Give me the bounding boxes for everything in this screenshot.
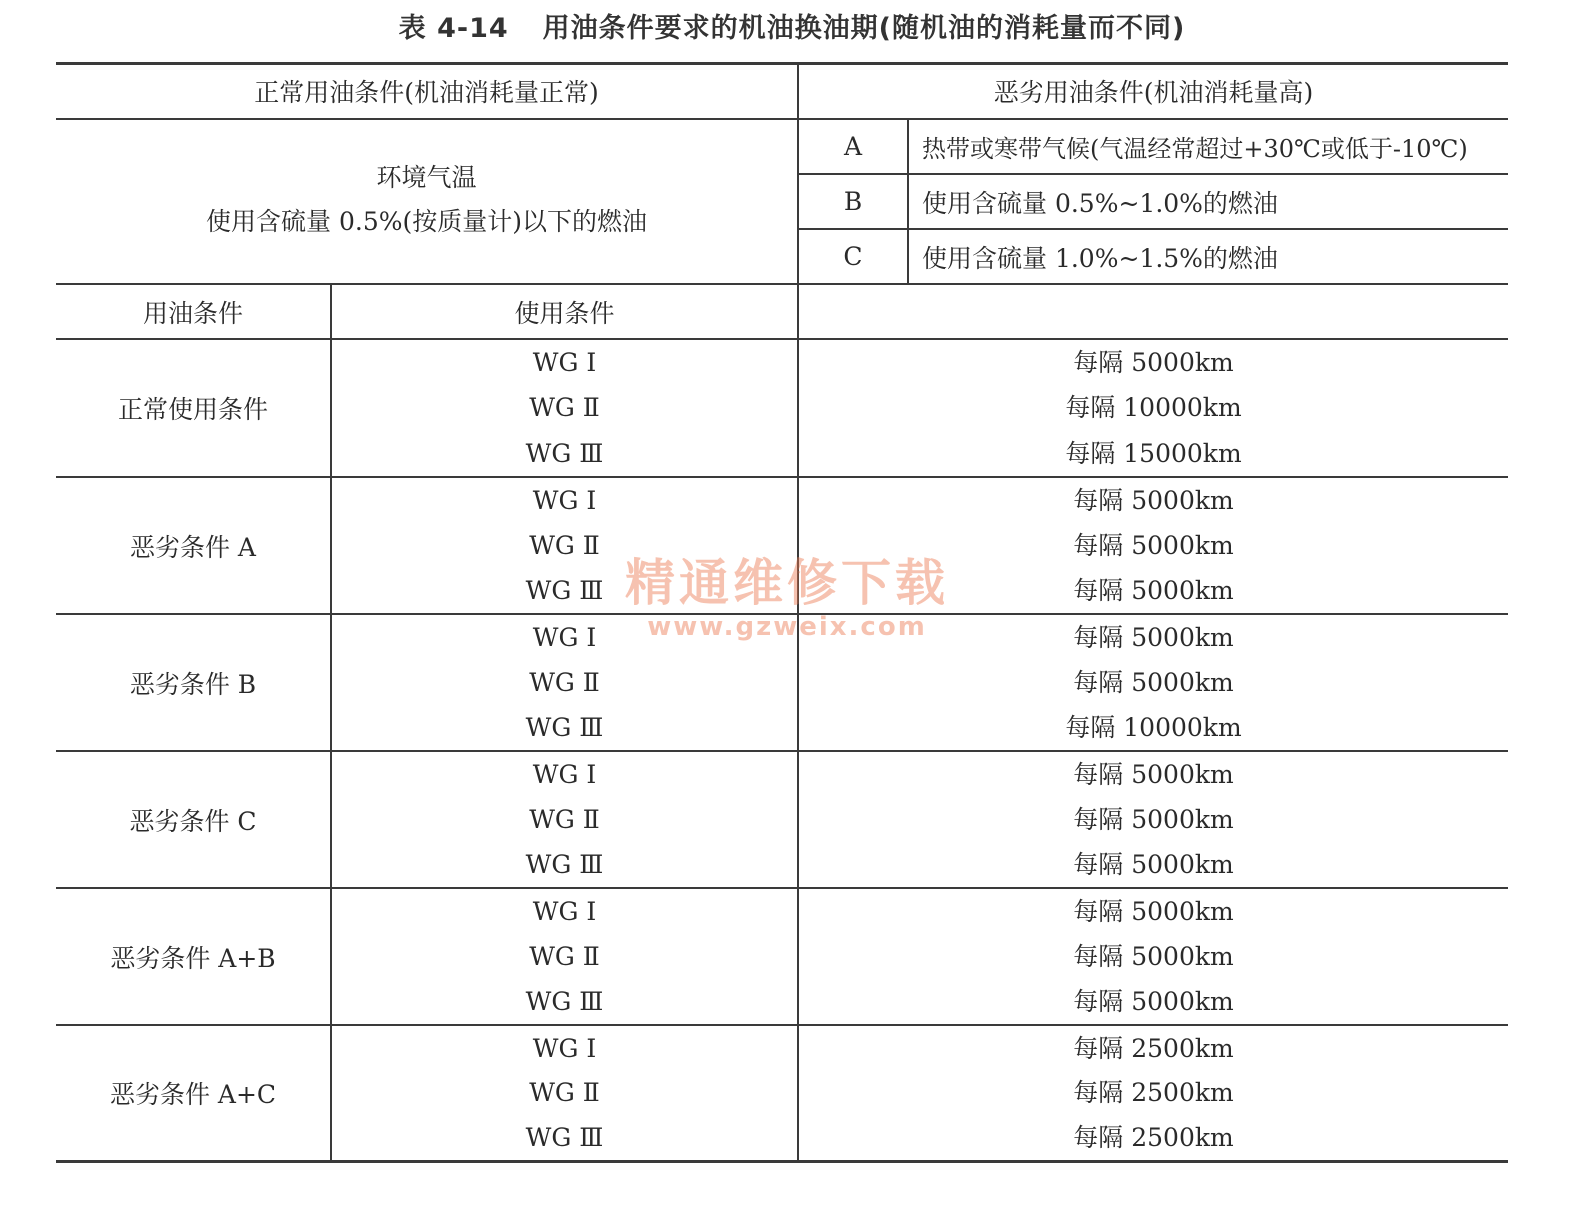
interval-cell: 每隔 5000km	[1073, 897, 1234, 926]
interval-cell: 每隔 5000km	[1073, 987, 1234, 1016]
severe-code-c: C	[843, 242, 863, 271]
grade-list	[332, 889, 797, 1024]
interval-cell: 每隔 5000km	[1073, 805, 1234, 834]
interval-cell: 每隔 10000km	[1065, 393, 1242, 423]
severe-desc-b: 使用含硫量 0.5%~1.0%的燃油	[922, 188, 1278, 218]
grade-cell: WG Ⅱ	[529, 531, 600, 560]
header-normal: 正常用油条件(机油消耗量正常)	[254, 78, 599, 107]
normal-desc-fuel: 使用含硫量 0.5%(按质量计)以下的燃油	[206, 207, 647, 236]
grade-cell: WG Ⅱ	[529, 393, 600, 423]
interval-cell: 每隔 2500km	[1073, 1123, 1234, 1153]
interval-cell: 每隔 5000km	[1073, 531, 1234, 560]
interval-list	[799, 752, 1508, 887]
interval-cell: 每隔 5000km	[1073, 623, 1234, 652]
table-number: 表 4-14	[398, 13, 509, 44]
severe-code-b: B	[843, 187, 863, 216]
grade-list	[332, 615, 797, 750]
interval-cell: 每隔 5000km	[1073, 850, 1234, 879]
group-label: 恶劣条件 B	[129, 669, 257, 699]
interval-list	[799, 615, 1508, 750]
group-label: 正常使用条件	[117, 395, 268, 424]
severe-desc-a: 热带或寒带气候(气温经常超过+30℃或低于-10℃)	[922, 135, 1468, 163]
grade-cell: WG Ⅲ	[525, 1123, 604, 1153]
severe-desc-c: 使用含硫量 1.0%~1.5%的燃油	[922, 243, 1278, 273]
group-label: 恶劣条件 A+C	[109, 1080, 277, 1109]
normal-description	[56, 150, 797, 250]
interval-cell: 每隔 10000km	[1065, 713, 1242, 742]
interval-cell: 每隔 5000km	[1073, 486, 1234, 515]
interval-cell: 每隔 5000km	[1073, 668, 1234, 697]
grade-cell: WG Ⅱ	[529, 668, 600, 697]
interval-list	[799, 889, 1508, 1024]
grade-list	[332, 478, 797, 613]
grade-cell: WG Ⅲ	[525, 850, 604, 879]
column-header-oil-condition: 用油条件	[142, 298, 243, 328]
interval-list	[799, 1026, 1508, 1160]
grade-cell: WG Ⅲ	[525, 438, 604, 468]
watermark-name: 精通维修下载	[625, 554, 949, 612]
column-header-use-condition: 使用条件	[514, 298, 615, 328]
header-severe: 恶劣用油条件(机油消耗量高)	[993, 78, 1314, 107]
grade-cell: WG Ⅱ	[529, 1078, 600, 1108]
interval-cell: 每隔 15000km	[1065, 438, 1242, 468]
grade-cell: WG Ⅱ	[529, 805, 600, 834]
grade-cell: WG Ⅱ	[529, 942, 600, 971]
grade-cell: WG Ⅲ	[525, 713, 604, 742]
grade-list	[332, 752, 797, 887]
normal-desc-temp: 环境气温	[376, 163, 477, 192]
grade-cell: WG Ⅰ	[532, 1033, 597, 1063]
group-label: 恶劣条件 A+B	[110, 943, 276, 973]
interval-cell: 每隔 5000km	[1073, 576, 1234, 605]
rule-col-code	[907, 118, 909, 284]
grade-cell: WG Ⅰ	[532, 760, 597, 789]
severe-code-a: A	[843, 132, 863, 161]
interval-cell: 每隔 2500km	[1073, 1033, 1234, 1063]
watermark-url: www.gzweix.com	[647, 612, 927, 642]
grade-cell: WG Ⅰ	[532, 486, 597, 515]
group-label: 恶劣条件 A	[129, 532, 256, 562]
grade-cell: WG Ⅰ	[532, 897, 597, 926]
interval-cell: 每隔 5000km	[1073, 942, 1234, 971]
grade-list	[332, 340, 797, 476]
rule-bottom	[56, 1160, 1508, 1163]
group-label: 恶劣条件 C	[129, 806, 257, 836]
table-caption: 用油条件要求的机油换油期(随机油的消耗量而不同)	[542, 13, 1186, 44]
interval-cell: 每隔 2500km	[1073, 1078, 1234, 1108]
interval-list	[799, 340, 1508, 476]
grade-list	[332, 1026, 797, 1160]
interval-cell: 每隔 5000km	[1073, 760, 1234, 789]
grade-cell: WG Ⅰ	[532, 623, 597, 652]
grade-cell: WG Ⅰ	[532, 348, 597, 378]
interval-list	[799, 478, 1508, 613]
grade-cell: WG Ⅲ	[525, 987, 604, 1016]
grade-cell: WG Ⅲ	[525, 576, 604, 605]
interval-cell: 每隔 5000km	[1073, 348, 1234, 378]
